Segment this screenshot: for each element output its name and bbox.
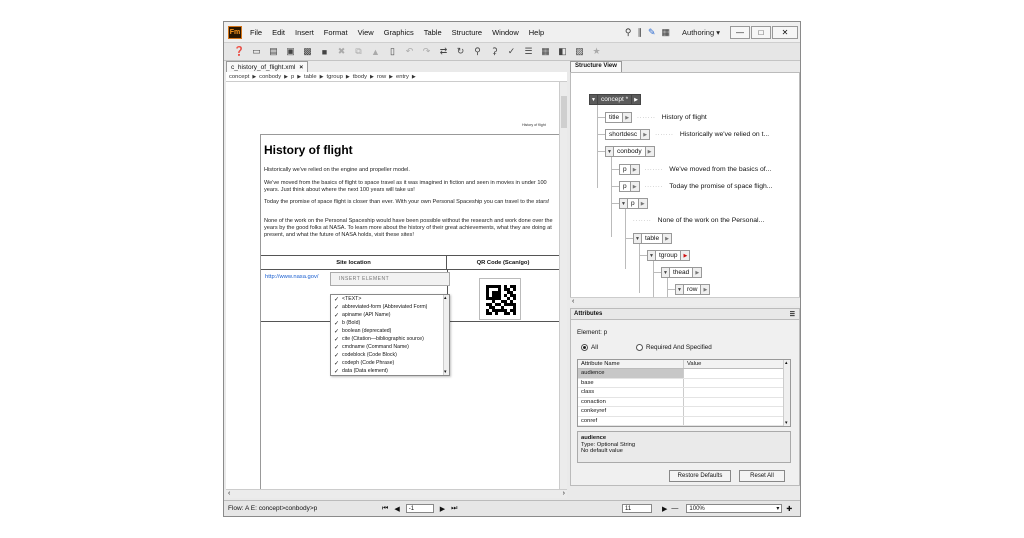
table-header-qr-code[interactable]: QR Code (Scan/go) <box>447 256 559 270</box>
scroll-down-icon[interactable]: ▾ <box>785 420 788 426</box>
attribute-description-name: audience <box>581 435 607 441</box>
tab-structure-view[interactable]: Structure View <box>570 61 622 72</box>
tree-dots: ······· <box>644 166 664 173</box>
body-paragraph[interactable]: Today the promise of space flight is closer than ever. With your own Personal Spaceship you can travel to the stars! <box>264 199 550 205</box>
tree-line <box>639 243 640 293</box>
tree-line <box>639 255 647 256</box>
tab-attributes[interactable] <box>571 309 799 320</box>
element-breadcrumb <box>226 72 567 82</box>
attribute-filter <box>581 344 712 351</box>
workspace-switcher[interactable] <box>682 28 720 37</box>
menu-graphics[interactable]: Graphics <box>383 27 414 37</box>
element-option[interactable] <box>331 295 449 303</box>
tree-node-thead[interactable] <box>661 267 702 278</box>
tree-line <box>611 203 619 204</box>
attributes-scrollbar[interactable] <box>783 360 790 426</box>
last-page-icon[interactable]: ⏭ <box>451 504 458 512</box>
breadcrumb-arrow-icon: ▶ <box>319 73 324 80</box>
node-text-snippet: Today the promise of space fligh... <box>669 183 773 190</box>
link-icon[interactable]: ⇄ <box>439 46 448 56</box>
node-arrow-icon[interactable]: ▶ <box>631 164 640 175</box>
nasa-link[interactable]: http://www.nasa.gov/ <box>265 274 319 280</box>
find-replace-icon[interactable]: ⚳ <box>491 46 498 56</box>
cut-icon[interactable]: ✖ <box>337 46 346 56</box>
check-icon: ✓ <box>334 352 340 359</box>
breadcrumb-arrow-icon: ▶ <box>252 73 257 80</box>
previous-page-icon[interactable]: ◀ <box>394 505 400 513</box>
framemaker-window <box>223 21 801 517</box>
attribute-name-cell: conref <box>578 417 684 426</box>
breadcrumb-arrow-icon: ▶ <box>284 73 288 80</box>
node-text-snippet: We've moved from the basics of... <box>669 166 772 173</box>
attribute-value-cell[interactable] <box>684 369 784 378</box>
element-option-label: apiname (API Name) <box>342 312 391 318</box>
check-icon: ✓ <box>334 368 340 375</box>
node-arrow-icon[interactable]: ▶ <box>641 129 650 140</box>
element-option-label: abbreviated-form (Abbreviated Form) <box>342 304 428 310</box>
scroll-up-icon[interactable]: ▴ <box>444 295 447 301</box>
breadcrumb-item[interactable]: p <box>290 73 295 80</box>
breadcrumb-item[interactable]: row <box>376 73 387 80</box>
zoom-in-icon[interactable]: ✚ <box>786 505 793 513</box>
node-label: row <box>684 284 701 295</box>
clipboard-icon[interactable]: ▯ <box>390 46 395 56</box>
breadcrumb-arrow-icon: ▶ <box>297 73 302 80</box>
attributes-element-label: Element: p <box>577 329 608 336</box>
collapse-triangle-icon[interactable]: ▼ <box>661 267 670 278</box>
tree-line <box>597 134 605 135</box>
document-tab-label: c_history_of_flight.xml <box>231 64 296 71</box>
tree-line <box>597 117 605 118</box>
tree-node-p[interactable] <box>619 164 771 175</box>
title-bar <box>224 22 800 42</box>
shortdesc-paragraph[interactable]: Historically we've relied on the engine and propeller model. <box>264 167 410 173</box>
scroll-left-icon[interactable]: ‹ <box>572 298 575 305</box>
radio-all[interactable] <box>581 344 588 351</box>
page-navigation <box>382 504 463 513</box>
tree-line <box>611 186 619 187</box>
element-option[interactable] <box>331 311 449 319</box>
tree-node-table[interactable] <box>633 233 672 244</box>
zoom-select[interactable] <box>686 504 782 513</box>
structure-horizontal-scrollbar[interactable] <box>570 297 800 306</box>
help-icon[interactable]: ❓ <box>233 46 246 56</box>
attributes-table-header <box>578 360 790 369</box>
document-tabs <box>226 61 566 72</box>
tree-line <box>653 261 654 298</box>
menu-structure[interactable]: Structure <box>451 27 483 37</box>
collapse-triangle-icon[interactable]: ▼ <box>589 94 598 105</box>
tree-line <box>625 209 626 269</box>
element-list-scrollbar[interactable] <box>443 295 449 375</box>
element-option-label: codeph (Code Phrase) <box>342 360 395 366</box>
breadcrumb-item[interactable]: tgroup <box>326 73 343 80</box>
radio-required-and-specified[interactable] <box>636 344 643 351</box>
table-row[interactable] <box>578 379 790 389</box>
scroll-down-icon[interactable]: ▾ <box>444 369 447 375</box>
radio-all-label: All <box>591 344 598 351</box>
undo-icon[interactable]: ↶ <box>405 46 414 56</box>
running-header: History of flight <box>522 123 546 127</box>
menu-view[interactable]: View <box>357 27 374 37</box>
attribute-description-type: Type: Optional String <box>581 441 636 448</box>
node-label: p <box>628 198 639 209</box>
tree-dots: ······· <box>644 183 664 190</box>
app-logo: Fm <box>228 26 242 39</box>
attribute-value-cell[interactable] <box>684 379 784 388</box>
menu-window[interactable]: Window <box>492 27 519 37</box>
radio-required-label: Required And Specified <box>646 344 712 351</box>
collaborate-icon[interactable]: ★ <box>592 46 601 56</box>
tree-dots: ······· <box>633 217 652 224</box>
check-icon: ✓ <box>334 320 340 327</box>
node-label: concept * <box>598 94 632 105</box>
breadcrumb-item[interactable]: concept <box>229 73 250 80</box>
flow-status: Flow: A E: concept>conbody>p <box>228 505 318 512</box>
close-button[interactable]: ✕ <box>772 26 798 39</box>
zoom-controls <box>622 504 792 513</box>
open-folder-icon[interactable]: ▤ <box>269 46 278 56</box>
attributes-table <box>577 359 791 427</box>
attribute-name-cell: audience <box>578 369 684 378</box>
status-bar <box>224 500 800 516</box>
element-option-label: <TEXT> <box>342 296 362 302</box>
menu-insert[interactable]: Insert <box>295 27 314 37</box>
element-option[interactable] <box>331 327 449 335</box>
structure-view-panel[interactable] <box>570 72 800 298</box>
breadcrumb-item[interactable]: table <box>304 73 317 80</box>
collapse-triangle-icon[interactable]: ▼ <box>619 198 628 209</box>
tree-line <box>667 278 668 298</box>
tree-node-concept[interactable] <box>589 94 641 105</box>
attribute-description-default: No default value <box>581 448 623 455</box>
spell-check-icon[interactable]: ✓ <box>507 46 516 56</box>
collapse-triangle-icon[interactable]: ▼ <box>675 284 684 295</box>
element-option[interactable] <box>331 303 449 311</box>
tree-dots: ······· <box>655 131 674 138</box>
menu-format[interactable]: Format <box>323 27 348 37</box>
table-row[interactable] <box>578 388 790 398</box>
tree-node-shortdesc[interactable] <box>605 129 769 140</box>
attributes-tab-label: Attributes <box>574 311 603 317</box>
title-bar-controls <box>625 22 800 42</box>
grid-icon[interactable]: ▦ <box>661 26 671 37</box>
save-icon[interactable]: ▣ <box>286 46 295 56</box>
element-option-label: b (Bold) <box>342 320 361 326</box>
document-tab[interactable] <box>226 61 308 72</box>
table-row[interactable] <box>578 398 790 408</box>
element-option-label: data (Data element) <box>342 368 388 374</box>
element-option[interactable] <box>331 319 449 327</box>
page-count-field[interactable]: 11 <box>622 504 652 513</box>
qr-module <box>513 312 516 315</box>
find-icon[interactable]: ⚲ <box>474 46 481 56</box>
next-page-icon[interactable]: ▶ <box>439 505 446 513</box>
tree-node-row[interactable] <box>675 284 710 295</box>
tree-node-p[interactable] <box>619 181 772 192</box>
paste-icon[interactable]: ▲ <box>371 46 380 57</box>
insert-table-icon[interactable]: ◧ <box>558 46 567 56</box>
node-label: title <box>605 112 623 123</box>
scroll-up-icon[interactable]: ▴ <box>785 360 788 366</box>
attribute-name-cell: conkeyref <box>578 407 684 416</box>
node-label: thead <box>670 267 693 278</box>
qr-code-image[interactable] <box>479 278 521 320</box>
attribute-value-cell[interactable] <box>684 407 784 416</box>
node-label: p <box>619 181 631 192</box>
scroll-left-icon[interactable]: ‹ <box>228 490 231 497</box>
attributes-panel <box>570 308 800 486</box>
image-icon[interactable]: ▨ <box>575 46 584 56</box>
element-option-label: boolean (deprecated) <box>342 328 392 334</box>
check-icon: ✓ <box>334 296 340 303</box>
menu-file[interactable]: File <box>250 27 263 37</box>
save-all-icon[interactable]: ▩ <box>303 46 312 56</box>
node-label: p <box>619 164 631 175</box>
node-text-snippet: Historically we've relied on t... <box>679 131 770 138</box>
element-option[interactable] <box>331 335 449 343</box>
node-label: tgroup <box>656 250 681 261</box>
tree-line <box>597 151 605 152</box>
tree-node-conbody[interactable] <box>605 146 655 157</box>
restore-defaults-button[interactable]: Restore Defaults <box>669 470 731 482</box>
node-label: table <box>642 233 663 244</box>
tag-icon[interactable]: ∥ <box>637 26 642 37</box>
table-row[interactable] <box>578 369 790 379</box>
workspace-label: Authoring <box>682 27 715 37</box>
pen-icon[interactable]: ✎ <box>647 26 656 37</box>
check-icon: ✓ <box>334 360 340 367</box>
node-arrow-error-icon[interactable]: ▶ <box>681 250 690 261</box>
page-number-field[interactable]: -1 <box>406 504 434 513</box>
element-option[interactable] <box>331 343 449 351</box>
attribute-value-cell[interactable] <box>684 388 784 397</box>
minimize-button[interactable]: — <box>730 26 750 39</box>
node-text-snippet: None of the work on the Personal... <box>657 217 765 224</box>
tree-line <box>667 289 675 290</box>
table-row[interactable] <box>578 407 790 417</box>
redo-icon[interactable]: ↷ <box>422 46 431 56</box>
breadcrumb-arrow-icon: ▶ <box>389 73 394 80</box>
collapse-triangle-icon[interactable]: ▼ <box>633 233 642 244</box>
element-option[interactable] <box>331 351 449 359</box>
check-icon: ✓ <box>334 336 340 343</box>
tree-line <box>611 169 619 170</box>
tree-line <box>653 272 661 273</box>
breadcrumb-item[interactable]: entry <box>396 73 409 80</box>
tree-node-p[interactable] <box>619 198 648 209</box>
tree-node-tgroup[interactable] <box>647 250 690 261</box>
update-references-icon[interactable]: ↻ <box>456 46 465 56</box>
zoom-out-icon[interactable]: — <box>671 505 679 512</box>
scroll-right-icon[interactable]: › <box>562 490 565 497</box>
check-icon: ✓ <box>334 328 340 335</box>
new-document-icon[interactable]: ▭ <box>252 46 261 56</box>
chevron-down-icon: ▾ <box>776 506 780 512</box>
maximize-button[interactable]: □ <box>751 26 771 39</box>
node-arrow-icon[interactable]: ▶ <box>693 267 702 278</box>
breadcrumb-arrow-icon: ▶ <box>411 73 416 80</box>
chevron-down-icon: ▾ <box>716 27 720 37</box>
collapse-triangle-icon[interactable]: ▼ <box>647 250 656 261</box>
copy-icon[interactable]: ⧉ <box>355 46 362 56</box>
search-icon[interactable]: ⚲ <box>624 26 632 37</box>
body-paragraph[interactable]: We've moved from the basics of flight to space travel as it was imagined in fiction and seen in movies in under 100 years. Just think about where the next 100 years will take us! <box>264 180 547 193</box>
element-option-label: codeblock (Code Block) <box>342 352 397 358</box>
close-tab-icon[interactable]: × <box>299 64 304 71</box>
main-toolbar <box>224 42 800 61</box>
panel-menu-icon[interactable]: ☰ <box>789 311 795 318</box>
node-arrow-icon[interactable]: ▶ <box>701 284 710 295</box>
structure-view-tabs <box>570 61 800 72</box>
attribute-value-cell[interactable] <box>684 417 784 426</box>
breadcrumb-arrow-icon: ▶ <box>345 73 350 80</box>
scrollbar-thumb[interactable] <box>561 96 567 128</box>
check-icon: ✓ <box>334 304 340 311</box>
node-arrow-icon[interactable]: ▶ <box>663 233 672 244</box>
element-option-label: cite (Citation—bibliographic source) <box>342 336 424 342</box>
column-header-value[interactable]: Value <box>687 361 702 367</box>
body-paragraph[interactable]: None of the work on the Personal Spaceship would have been possible without the research and work done over the years by the good folks at NASA. To learn more about the history of their great achievements, what they are doing at present, and what the future of NASA holds, visit these sites! <box>264 218 553 238</box>
tree-line <box>625 238 633 239</box>
node-arrow-icon[interactable]: ▶ <box>631 181 640 192</box>
node-arrow-icon[interactable]: ▶ <box>632 94 641 105</box>
reset-all-button[interactable]: Reset All <box>739 470 785 482</box>
node-text-snippet: History of flight <box>661 114 707 121</box>
breadcrumb-item[interactable]: tbody <box>352 73 367 80</box>
thesaurus-icon[interactable]: ☰ <box>524 46 533 56</box>
attribute-value-cell[interactable] <box>684 398 784 407</box>
radio-dot <box>583 346 586 349</box>
table-icon[interactable]: ▦ <box>541 46 550 56</box>
lock-icon[interactable]: ■ <box>321 46 328 57</box>
table-header-site-location[interactable]: Site location <box>261 256 447 270</box>
node-arrow-icon[interactable]: ▶ <box>639 198 648 209</box>
menu-edit[interactable]: Edit <box>272 27 286 37</box>
attribute-name-cell: base <box>578 379 684 388</box>
breadcrumb-arrow-icon: ▶ <box>369 73 374 80</box>
document-vertical-scrollbar[interactable] <box>559 82 567 490</box>
breadcrumb-item[interactable]: conbody <box>259 73 282 80</box>
menu-bar <box>250 28 554 37</box>
document-horizontal-scrollbar[interactable] <box>226 489 567 498</box>
attribute-name-cell: conaction <box>578 398 684 407</box>
tree-node-text[interactable] <box>633 215 764 226</box>
attribute-description <box>577 431 791 463</box>
collapse-triangle-icon[interactable]: ▼ <box>605 146 614 157</box>
check-icon: ✓ <box>334 312 340 319</box>
tree-node-title[interactable] <box>605 112 707 123</box>
attribute-name-cell: class <box>578 388 684 397</box>
element-option[interactable] <box>331 359 449 367</box>
node-arrow-icon[interactable]: ▶ <box>646 146 655 157</box>
document-canvas[interactable] <box>226 82 559 490</box>
element-option[interactable] <box>331 367 449 375</box>
column-header-attribute-name[interactable]: Attribute Name <box>578 360 684 368</box>
node-label: shortdesc <box>605 129 641 140</box>
zoom-value: 100% <box>689 505 705 512</box>
first-page-icon[interactable]: ⏮ <box>382 504 389 512</box>
table-row[interactable] <box>578 417 790 427</box>
play-icon[interactable]: ▶ <box>662 505 668 513</box>
node-label: conbody <box>614 146 646 157</box>
menu-help[interactable]: Help <box>528 27 545 37</box>
element-catalog-list[interactable] <box>330 294 450 376</box>
menu-table[interactable]: Table <box>423 27 442 37</box>
page-title[interactable]: History of flight <box>264 143 353 157</box>
element-option-label: cmdname (Command Name) <box>342 344 409 350</box>
qr-code-pattern <box>486 285 516 315</box>
check-icon: ✓ <box>334 344 340 351</box>
tree-line <box>597 103 598 188</box>
insert-element-input[interactable]: INSERT ELEMENT <box>330 272 450 286</box>
tree-dots: ······· <box>637 114 656 121</box>
node-arrow-icon[interactable]: ▶ <box>623 112 632 123</box>
